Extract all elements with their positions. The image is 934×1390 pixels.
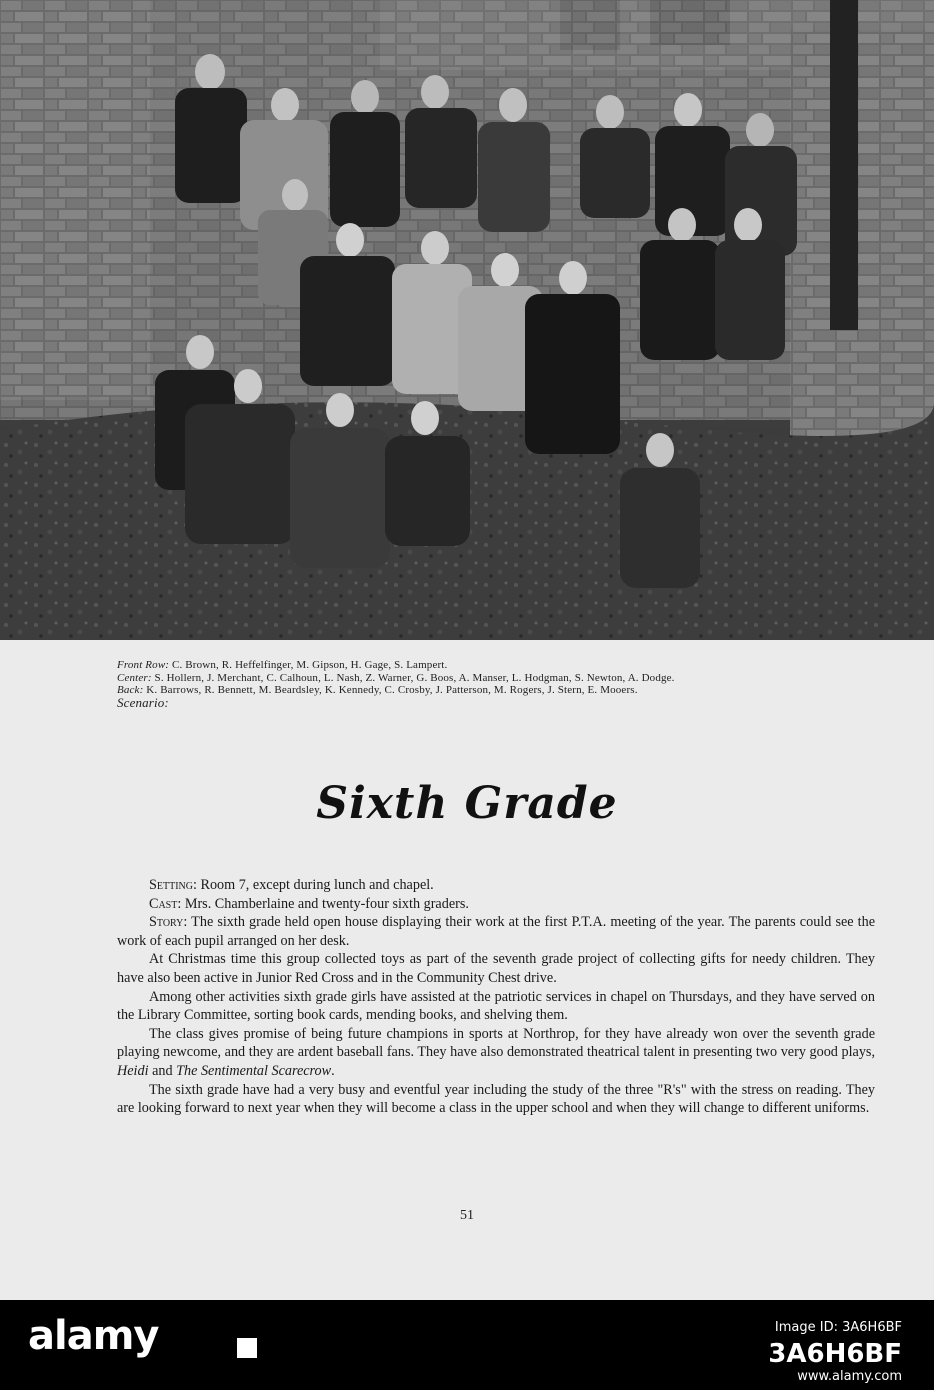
setting-text: Room 7, except during lunch and chapel.: [196, 877, 434, 893]
story-label: Story:: [149, 914, 188, 931]
sports-text: The class gives promise of being future champions in sports at Northrop, for they have already won over the seventh grade playing newcome, and they are ardent baseball fans. They have also demonstrated theatrical talent in presenting two very good plays,: [117, 1025, 875, 1061]
play-title-1: Heidi: [117, 1062, 149, 1079]
caption-scenario: Scenario:: [117, 694, 169, 710]
sports-and: and: [148, 1062, 177, 1079]
watermark-square-icon: [237, 1338, 257, 1358]
watermark-id: [768, 1320, 902, 1384]
watermark-url: www.alamy.com: [797, 1369, 902, 1384]
caption-front-row: [117, 659, 887, 672]
caption-back-row: [117, 684, 887, 697]
caption-center-label: Center:: [117, 671, 152, 684]
christmas-paragraph: At Christmas time this group collected toys as part of the seventh grade project of collecting gifts for needy children. They have also been active in Junior Red Cross and in the Community Chest drive.: [117, 951, 875, 986]
cast-label: Cast:: [149, 895, 182, 912]
story-text: The sixth grade held open house displaying their work at the first P.T.A. meeting of the year. The parents could see the work of each pupil arranged on her desk.: [117, 914, 875, 949]
watermark-code: 3A6H6BF: [768, 1339, 902, 1369]
page-number: 51: [460, 1208, 474, 1223]
caption-front-label: Front Row:: [117, 659, 170, 671]
caption-center-names: S. Hollern, J. Merchant, C. Calhoun, L. Nash, Z. Warner, G. Boos, A. Manser, L. Hodgman, S. Newton, A. Dodge.: [151, 671, 675, 684]
photo-captions: [117, 659, 887, 709]
setting-paragraph: [117, 876, 875, 895]
class-photo: [0, 0, 934, 640]
class-photo-illustration: [0, 0, 934, 640]
cast-text: Mrs. Chamberlaine and twenty-four sixth graders.: [181, 895, 469, 912]
caption-back-label: Back:: [117, 684, 144, 696]
caption-back-names: K. Barrows, R. Bennett, M. Beardsley, K. Kennedy, C. Crosby, J. Patterson, M. Rogers, J. Stern, E. Mooers.: [143, 684, 638, 696]
play-title-2: The Sentimental Scarecrow: [176, 1062, 332, 1079]
page-title: Sixth Grade: [316, 778, 618, 829]
story-paragraph: [117, 913, 875, 950]
year-paragraph: The sixth grade have had a very busy and eventful year including the study of the three "R's" with the stress on reading. They are looking forward to next year when they will become a class in the upper school and when they will change to different uniforms.: [117, 1081, 875, 1117]
caption-front-names: C. Brown, R. Heffelfinger, M. Gipson, H. Gage, S. Lampert.: [169, 659, 448, 671]
sports-paragraph: [117, 1025, 875, 1081]
watermark-id-label: Image ID: 3A6H6BF: [774, 1320, 902, 1335]
article-body: [117, 876, 875, 1118]
activities-paragraph: Among other activities sixth grade girls have assisted at the patriotic services in chapel on Thursdays, and they have served on the Library Committee, sorting book cards, mending books, and shelving them.: [117, 988, 875, 1024]
caption-center-row: [117, 672, 887, 685]
watermark-logo: alamy: [28, 1313, 159, 1359]
cast-paragraph: [117, 895, 875, 914]
setting-label: Setting:: [149, 877, 197, 893]
sports-end: .: [331, 1062, 335, 1079]
